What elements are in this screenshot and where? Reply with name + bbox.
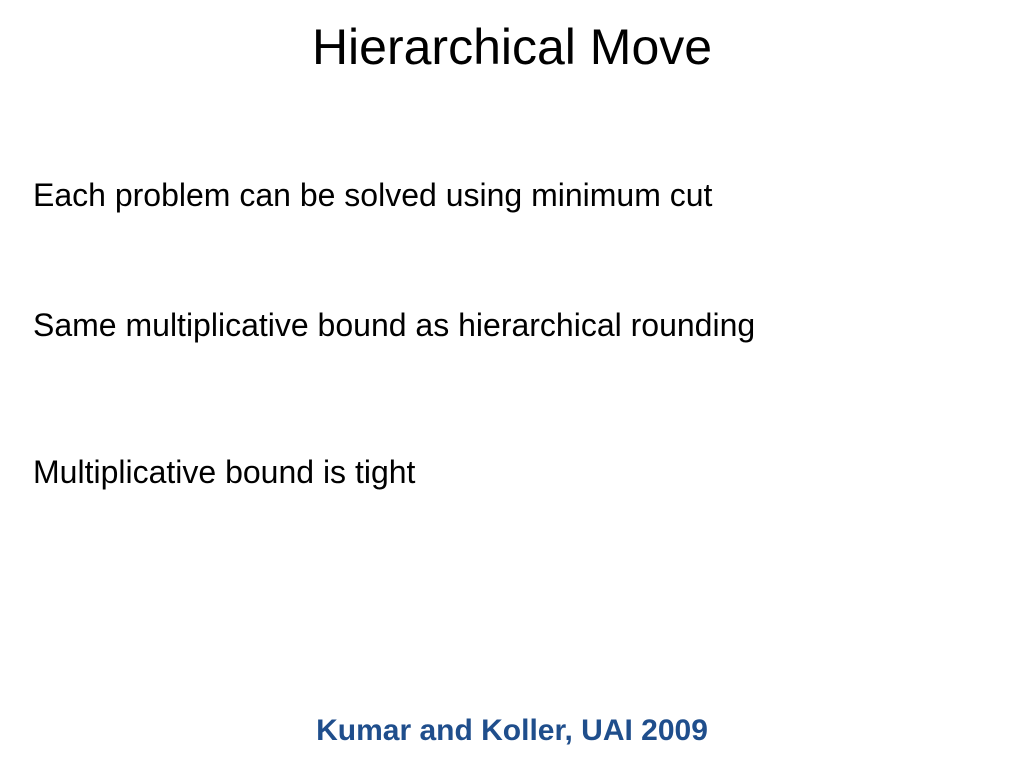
bullet-text-3: Multiplicative bound is tight	[33, 454, 416, 490]
slide-title: Hierarchical Move	[311, 19, 713, 75]
citation-footer: Kumar and Koller, UAI 2009	[316, 714, 708, 747]
bullet-text-1: Each problem can be solved using minimum cut	[33, 177, 713, 213]
bullet-text-2: Same multiplicative bound as hierarchical rounding	[33, 307, 756, 343]
